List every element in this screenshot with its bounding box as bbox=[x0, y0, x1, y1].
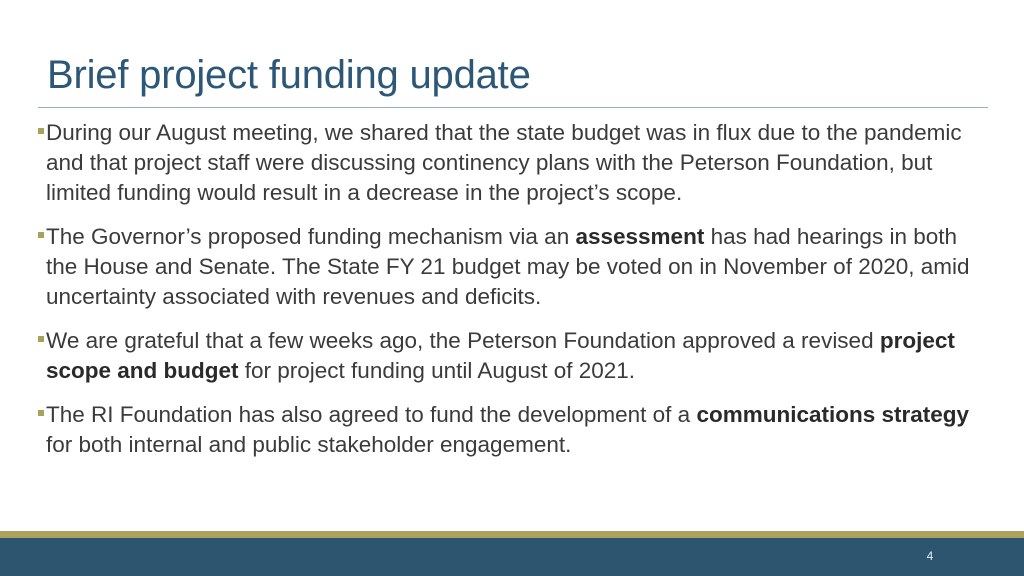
bullet-segment: for project funding until August of 2021. bbox=[238, 358, 636, 383]
bullet-square-icon bbox=[38, 410, 44, 416]
bullet-text bbox=[46, 120, 962, 205]
footer-accent-stripe bbox=[0, 531, 1024, 538]
bullet-segment: During our August meeting, we shared that the state budget was in flux due to the pandemic and that project staff were discussing continency plans with the Peterson Foundation, but limited funding would result in a decrease in the project’s scope. bbox=[46, 120, 962, 205]
bullet-square-icon bbox=[38, 336, 44, 342]
bullet-item bbox=[38, 118, 988, 208]
title-divider bbox=[38, 107, 988, 108]
bullet-emphasis: project scope and budget bbox=[46, 328, 955, 383]
bullet-text bbox=[46, 224, 970, 309]
bullet-text bbox=[46, 402, 969, 457]
footer-bar bbox=[0, 538, 1024, 576]
page-number: 4 bbox=[926, 549, 934, 563]
bullet-emphasis: assessment bbox=[575, 224, 705, 249]
bullet-list bbox=[38, 118, 988, 474]
bullet-item bbox=[38, 400, 988, 460]
bullet-segment: We are grateful that a few weeks ago, the Peterson Foundation approved a revised bbox=[46, 328, 880, 353]
bullet-square-icon bbox=[38, 232, 44, 238]
bullet-emphasis: communications strategy bbox=[696, 402, 970, 427]
bullet-segment: for both internal and public stakeholder engagement. bbox=[46, 432, 572, 457]
bullet-square-icon bbox=[38, 128, 44, 134]
bullet-item bbox=[38, 222, 988, 312]
bullet-segment: has had hearings in both the House and Senate. The State FY 21 budget may be voted on in November of 2020, amid uncertainty associated with revenues and deficits. bbox=[46, 224, 970, 309]
slide-title: Brief project funding update bbox=[47, 53, 531, 97]
bullet-segment: The RI Foundation has also agreed to fund the development of a bbox=[46, 402, 697, 427]
bullet-item bbox=[38, 326, 988, 386]
bullet-text bbox=[46, 328, 955, 383]
bullet-segment: The Governor’s proposed funding mechanism via an bbox=[46, 224, 576, 249]
